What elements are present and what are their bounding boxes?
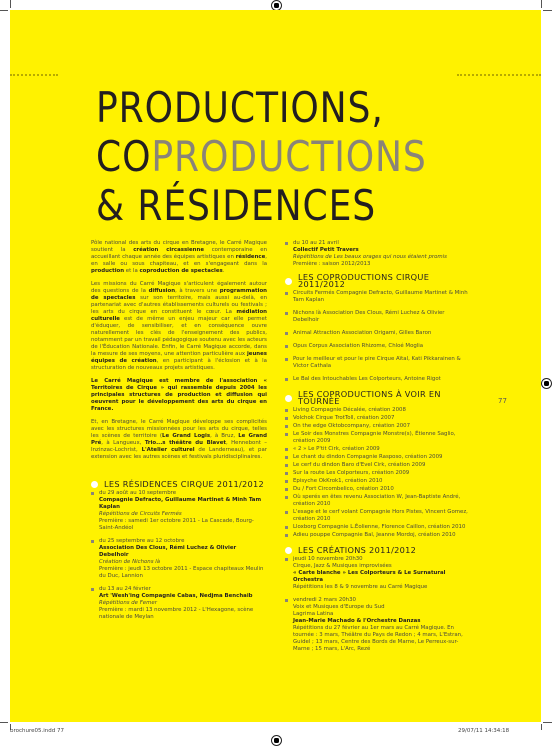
coproductions-heading: LES COPRODUCTIONS CIRQUE 2011/2012: [285, 274, 471, 288]
footer-file-info: brochure05.indd 77: [10, 728, 65, 734]
intro-paragraph: [91, 419, 267, 461]
crop-mark: [541, 724, 542, 730]
residence-item: [91, 586, 267, 621]
page-title: [96, 83, 440, 230]
dotted-rule: [10, 74, 58, 76]
tour-item: Où sperés en êtes revenu Association W, Jean-Baptiste André, création 2010: [285, 494, 471, 508]
bold-text: médiation culturelle: [91, 309, 267, 322]
tour-item: Episyche OkKrok1, création 2010: [285, 478, 471, 485]
bold-text: production: [91, 268, 125, 274]
crop-mark: [543, 722, 552, 723]
footer-timestamp: 29/07/11 14:34:18: [458, 728, 510, 734]
residence-item: [91, 490, 267, 532]
bold-text: Le Carré Magique est membre de l'association « Territoires de Cirque » qui rassemble depuis 2004 les principales structures de production et diffusion qui oeuvrent pour le développement des arts du cirque en France.: [91, 378, 267, 412]
tour-item: « 2 » Le P'tit Cirk, création 2009: [285, 446, 471, 453]
bold-text: Le Grand Logis: [162, 433, 211, 439]
title-co: CO: [96, 132, 152, 181]
tour-item: Le cerf du dindon Baro d'Evel Cirk, création 2009: [285, 462, 471, 469]
bold-text: Trio...s théâtre du Blavet: [144, 440, 226, 446]
creations-list: [285, 556, 471, 653]
tour-item: Volchok Cirque TrotToll, création 2007: [285, 415, 471, 422]
intro-paragraph: [91, 378, 267, 413]
crop-mark: [541, 0, 542, 8]
tour-item: Adieu pouppe Compagnie Bal, Jeanne Mordoj, création 2010: [285, 532, 471, 539]
text-run: contemporaine en accueillant chaque année des équipes artistiques en: [91, 247, 267, 260]
bold-text: diffusion: [148, 288, 176, 294]
bullet-dot-icon: [91, 481, 98, 488]
residence-company: Association Des Clous, Rémi Luchez & Olivier Debelhoir: [99, 545, 237, 558]
residence-item: [91, 538, 267, 580]
page-number: 77: [498, 397, 507, 405]
creation-artists: Jean-Marie Machado & l'Orchestre Danzas: [293, 618, 421, 624]
residences-heading: LES RÉSIDENCES CIRQUE 2011/2012: [91, 481, 267, 488]
creation-details: Répétitions les 8 & 9 novembre au Carré Magique: [293, 584, 428, 590]
coproduction-item: Opus Corpus Association Rhizome, Chloé Moglia: [285, 343, 471, 350]
bold-text: L'Atelier culturel: [141, 447, 195, 453]
creation-artists: « Carte blanche » Les Colporteurs & Le Surnatural Orchestra: [293, 570, 446, 583]
registration-mark-icon: [271, 735, 282, 746]
creations-heading: LES CRÉATIONS 2011/2012: [285, 547, 471, 554]
bold-text: programmation de spectacles: [91, 288, 267, 301]
residence-premiere: Première : saison 2012/2013: [293, 261, 371, 267]
creation-date: jeudi 10 novembre 20h30: [293, 556, 363, 562]
creation-details: Répétitions du 27 février au 1er mars au Carré Magique. En tournée : 3 mars, Théâtre du Pays de Redon ; 4 mars, L'Estran, Guidel ; 13 mars, Centre des Bords de Marne, Le Perreux-sur-Marne ; 15 mars, L'Arc, Rezé: [293, 625, 463, 652]
residence-date: du 10 au 21 avril: [293, 240, 339, 246]
residences-section: [91, 481, 267, 621]
text-run: Les missions du Carré Magique s'articulent également autour des questions de la: [91, 281, 267, 294]
coproduction-item: Le Bal des Intouchables Les Colporteurs, Antoine Rigot: [285, 376, 471, 383]
text-run: , à Bruz,: [210, 433, 239, 439]
tour-item: Sur la route Les Colporteurs, création 2009: [285, 470, 471, 477]
text-run: Pôle national des arts du cirque en Bretagne, le Carré Magique soutient la: [91, 240, 267, 253]
tour-heading: LES COPRODUCTIONS À VOIR EN TOURNÉE: [285, 391, 471, 405]
tour-item: Du / Fort Circombelico, création 2010: [285, 486, 471, 493]
tour-item: On the edge Oktobcompany, création 2007: [285, 423, 471, 430]
coproduction-item: Animal Attraction Association Origami, Gilles Baron: [285, 330, 471, 337]
residence-date: du 25 septembre au 12 octobre: [99, 538, 185, 544]
residence-premiere: Première : jeudi 13 octobre 2011 - Espace chapiteaux Meulin du Duc, Lannion: [99, 566, 264, 579]
text-run: .: [222, 268, 225, 274]
creation-item: [285, 556, 471, 591]
residence-role: Répétitions de Les beaux orages qui nous étaient promis: [293, 254, 447, 260]
creation-item: [285, 597, 471, 653]
bullet-dot-icon: [285, 278, 292, 285]
tour-list: [285, 407, 471, 539]
bold-text: Le Grand Pré: [91, 433, 267, 446]
residence-premiere: Première : samedi 1er octobre 2011 - La Cascade, Bourg-Saint-Andéol: [99, 518, 254, 531]
left-column: [91, 240, 267, 627]
text-run: , Hennebont – Inzinzac-Lochrist,: [91, 440, 268, 453]
text-run: , à travers une: [175, 288, 220, 294]
creation-line: Voix et Musiques d'Europe du Sud: [293, 604, 385, 610]
tour-item: Living Compagnie Décalée, création 2008: [285, 407, 471, 414]
tour-item: Lloxborg Compagnie L.Éolienne, Florence Caillon, création 2010: [285, 524, 471, 531]
tour-item: L'esage et le cerf volant Compagnie Hors Pistes, Vincent Gomez, création 2010: [285, 509, 471, 523]
coproduction-item: Pour le meilleur et pour le pire Cirque Aïtal, Kati Pikkarainen & Victor Cathala: [285, 356, 471, 370]
text-run: est de même un enjeu majeur car elle permet d'éduquer, de sensibiliser, et en conséquence ouvre naturellement les clés de l'enseignement des publics, notamment par un travail pédagogique soutenu avec les acteurs de l'Éducation Nationale. Enfin, le Carré Magique accorde, dans la mesure de ses moyens, une attention particulière aux: [91, 316, 267, 357]
right-column: [285, 240, 471, 659]
text-run: , en salle ou sous chapiteau, et en s'engageant dans la: [91, 254, 267, 267]
crop-mark: [0, 722, 8, 723]
residence-role: Création de Nichons là: [99, 559, 161, 565]
text-run: et la: [124, 268, 140, 274]
text-run: , à Langueux,: [101, 440, 145, 446]
residences-list: [91, 490, 267, 621]
bullet-dot-icon: [285, 395, 292, 402]
crop-mark: [0, 10, 8, 11]
bold-text: résidence: [235, 254, 266, 260]
residence-company: Collectif Petit Travers: [293, 247, 359, 253]
coproductions-list: [285, 290, 471, 383]
bold-text: jeunes équipes de création: [91, 351, 267, 364]
title-line-2: [96, 132, 440, 181]
bullet-dot-icon: [285, 547, 292, 554]
residence-item: [285, 240, 471, 268]
coproduction-item: Nichons là Association Des Clous, Rémi Luchez & Olivier Debelhoir: [285, 310, 471, 324]
tour-item: Le chant du dindon Compagnie Rasposo, création 2009: [285, 454, 471, 461]
coproduction-item: Circuits Fermés Compagnie Defracto, Guillaume Martinet & Minh Tam Kaplan: [285, 290, 471, 304]
tour-item: Le Soir des Monstres Compagnie Monstre(s), Étienne Saglio, création 2009: [285, 431, 471, 445]
creation-date: vendredi 2 mars 20h30: [293, 597, 356, 603]
title-line-1: PRODUCTIONS,: [96, 83, 384, 132]
intro-paragraph: [91, 240, 267, 275]
bold-text: coproduction de spectacles: [139, 268, 223, 274]
bold-text: création circassienne: [133, 247, 204, 253]
title-line-3: & RÉSIDENCES: [96, 181, 377, 230]
text-run: Et, en Bretagne, le Carré Magique développe ses complicités avec les structures missionnées pour les arts du cirque, telles les scènes de territoire (: [91, 419, 267, 439]
intro-text: [91, 240, 267, 461]
text-run: , en participant à l'éclosion et à la structuration de nouveaux projets artistiques.: [91, 358, 267, 371]
residence-role: Répétitions de Femer: [99, 600, 157, 606]
brochure-page: [10, 10, 541, 722]
residence-company: Art 'Wesh'ing Compagnie Cabas, Nedjma Benchaib: [99, 593, 253, 599]
creation-line: Lagrima Latina: [293, 611, 334, 617]
title-productions-grey: PRODUCTIONS: [151, 132, 427, 181]
text-run: sur son territoire, mais aussi au-delà, en partenariat avec d'autres établissements culturels ou festivals ; les arts du cirque en constituent le cœur. La: [91, 295, 268, 315]
crop-mark: [10, 0, 11, 8]
creation-line: Cirque, Jazz & Musiques improvisées: [293, 563, 392, 569]
intro-paragraph: [91, 281, 267, 372]
registration-mark-icon: [541, 378, 552, 389]
dotted-rule: [457, 74, 541, 76]
residence-premiere: Première : mardi 13 novembre 2012 - L'Hexagone, scène nationale de Meylan: [99, 607, 254, 620]
text-run: de Landerneau), et par extension avec les autres scènes et festivals pluridisciplinaires.: [91, 447, 267, 460]
residence-company: Compagnie Defracto, Guillaume Martinet & Minh Tam Kaplan: [99, 497, 262, 510]
residence-date: du 13 au 24 février: [99, 586, 151, 592]
residence-role: Répétitions de Circuits Fermés: [99, 511, 182, 517]
crop-mark: [543, 10, 552, 11]
residence-date: du 29 août au 10 septembre: [99, 490, 177, 496]
